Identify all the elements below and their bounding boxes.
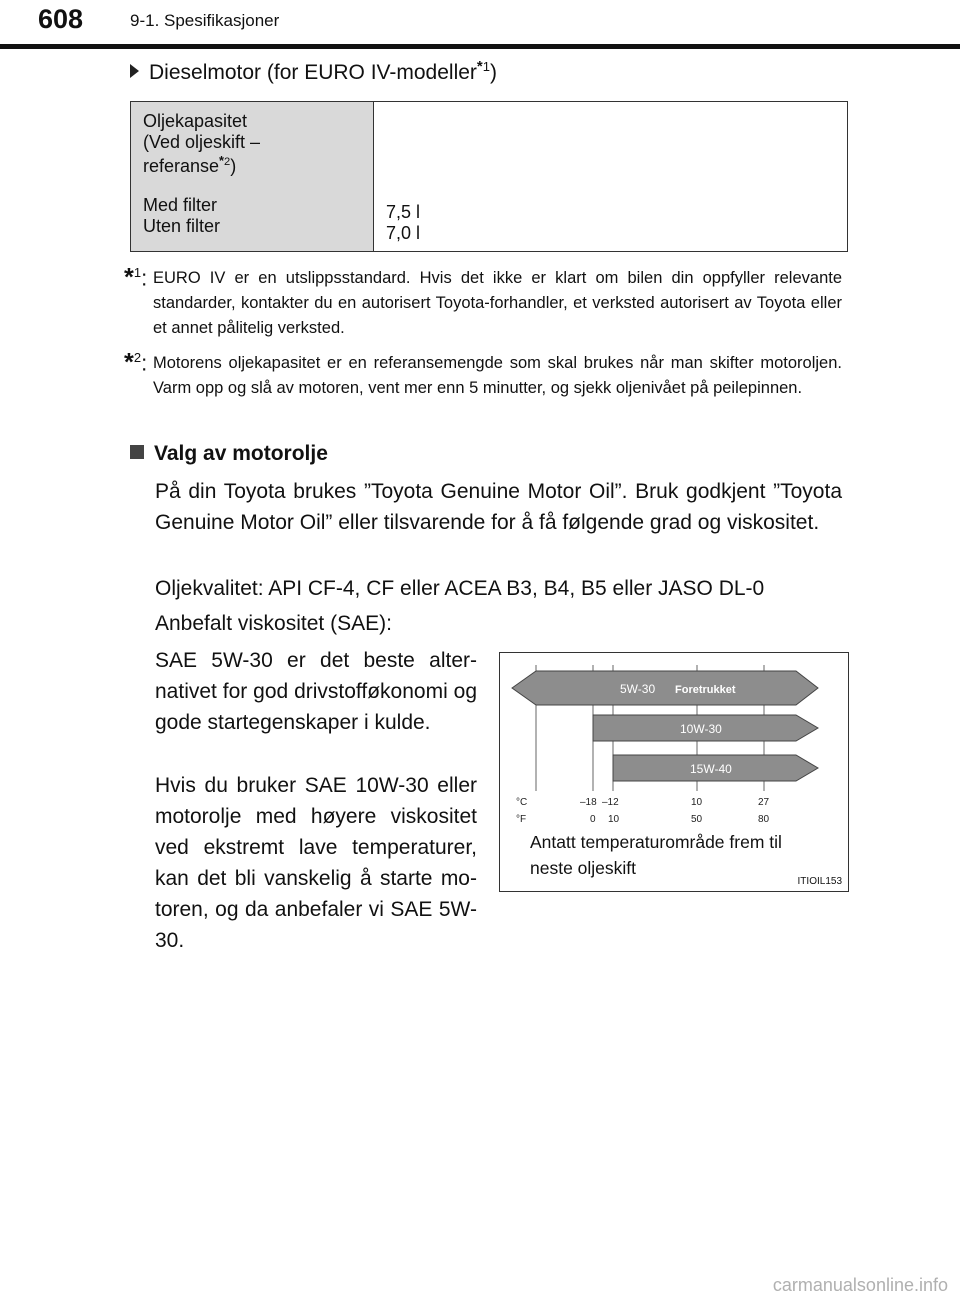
tick-c-27: 27 xyxy=(758,797,770,808)
bar-label-15w40: 15W-40 xyxy=(690,762,732,776)
bullet-triangle-icon xyxy=(130,64,139,78)
tick-f-50: 50 xyxy=(691,814,703,825)
page-number: 608 xyxy=(38,4,84,34)
footnote-1: *$^1$: EURO IV er en utslippsstandard. Hvis det ikke er klart om bilen din oppfyller relevante standarder, kontakter du en autorisert Toyota-forhandler, et verksted autorisert av Toyota eller et annet pålitelig verksted. xyxy=(124,263,842,337)
oil-selection-heading: Valg av motorolje xyxy=(130,442,328,466)
tick-f-0: 0 xyxy=(590,814,596,825)
footnote-2: *$^2$: Motorens oljekapasitet er en referansemengde som skal brukes når man skifter motoroljen. Varm opp og slå av motoren, vent mer enn 5 minutter, og sjekk oljenivået på peilepinnen. xyxy=(124,348,842,397)
tick-f-80: 80 xyxy=(758,814,770,825)
section-title: 9-1. Spesifikasjoner xyxy=(130,11,280,30)
paragraph-oil-quality: Oljekvalitet: API CF-4, CF eller ACEA B3, B4, B5 eller JASO DL-0 xyxy=(155,577,765,600)
header-rule xyxy=(0,44,960,49)
bar-label-10w30: 10W-30 xyxy=(680,722,722,736)
diesel-heading: Dieselmotor (for EURO IV-modeller$^{*1}$) xyxy=(130,58,497,85)
watermark-footer: carmanualsonline.info xyxy=(772,1275,948,1295)
paragraph-10w30-warning: Hvis du bruker SAE 10W-30 eller motorolje med høyere viskositet ved ekstremt lave temperaturer, kan det bli vanskelig å starte motoren, og da anbefaler vi SAE 5W-30. xyxy=(155,774,477,952)
fahrenheit-unit: °F xyxy=(516,814,527,825)
table-value-cell xyxy=(374,102,848,252)
tick-c-minus18: –18 xyxy=(580,797,597,808)
paragraph-viscosity-label: Anbefalt viskositet (SAE): xyxy=(155,612,392,635)
value-without-filter: 7,0 l xyxy=(386,223,421,243)
row-label-without-filter: Uten filter xyxy=(143,216,221,236)
figure-id: ITIOIL153 xyxy=(797,876,842,887)
table-label-cell: Oljekapasitet (Ved oljeskift – referanse$^{*2}$) Med filter Uten filter xyxy=(131,102,374,252)
bar-5w30 xyxy=(512,671,818,705)
tick-f-10: 10 xyxy=(608,814,620,825)
chart-caption: Antatt temperaturområde frem til neste oljeskift xyxy=(530,832,782,878)
bullet-square-icon xyxy=(130,445,144,459)
row-label-with-filter: Med filter xyxy=(143,195,218,215)
paragraph-5w30-best: SAE 5W-30 er det beste alternativet for god drivstofføkonomi og gode startegenskaper i kulde. xyxy=(155,649,477,734)
viscosity-chart xyxy=(499,652,849,892)
value-with-filter: 7,5 l xyxy=(386,202,421,222)
bar-note-5w30: Foretrukket xyxy=(675,684,736,696)
bar-label-5w30: 5W-30 xyxy=(620,682,656,696)
tick-c-minus12: –12 xyxy=(602,797,619,808)
celsius-unit: °C xyxy=(516,797,528,808)
tick-c-10: 10 xyxy=(691,797,703,808)
oil-capacity-table xyxy=(130,101,848,252)
paragraph-genuine-oil: På din Toyota brukes ”Toyota Genuine Motor Oil”. Bruk godkjent ”Toyota Genuine Motor Oil” eller tilsvarende for å få følgende grad og viskositet. xyxy=(155,480,842,534)
